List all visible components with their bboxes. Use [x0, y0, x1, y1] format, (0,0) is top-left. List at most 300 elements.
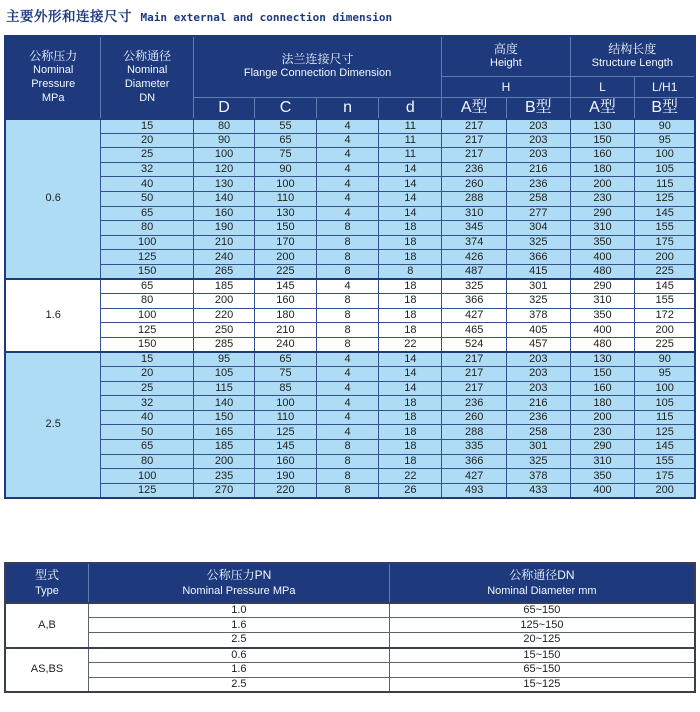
- type-table-cell: 20~125: [389, 633, 695, 648]
- dim-table-cell: 4: [316, 410, 379, 425]
- dim-table-cell: 427: [442, 308, 507, 323]
- type-table-cell: 15~125: [389, 677, 695, 692]
- dim-table-row: [5, 337, 695, 352]
- dim-table-cell: 366: [507, 250, 570, 265]
- dim-table-cell: 150: [101, 337, 193, 352]
- header-type-zh: 型式: [34, 567, 59, 582]
- dim-table-cell: 415: [507, 264, 570, 279]
- dim-table-cell: 4: [316, 133, 379, 148]
- dim-table-cell: 405: [507, 323, 570, 338]
- dim-table-cell: 130: [570, 352, 635, 367]
- header-height: [442, 36, 570, 76]
- header-nominal-diameter-en1: Nominal: [126, 64, 168, 77]
- dim-table-cell: 216: [507, 396, 570, 411]
- dim-table-cell: 25: [101, 381, 193, 396]
- dim-table-cell: 8: [316, 469, 379, 484]
- dim-table-cell: 203: [507, 352, 570, 367]
- dim-table-cell: 100: [635, 381, 695, 396]
- dim-table-cell: 304: [507, 221, 570, 236]
- dim-table-cell: 258: [507, 191, 570, 206]
- dim-table-cell: 524: [442, 337, 507, 352]
- dim-table-cell: 190: [255, 469, 316, 484]
- dim-table-cell: 155: [635, 294, 695, 309]
- dim-table-cell: 185: [193, 440, 254, 455]
- dim-table-cell: 4: [316, 119, 379, 134]
- dim-table-cell: 325: [507, 294, 570, 309]
- type-table-cell: 1.6: [88, 618, 389, 633]
- dim-table-cell: 160: [570, 148, 635, 163]
- header-nominal-diameter-en2: Diameter: [124, 77, 170, 90]
- dim-table-cell: 310: [570, 294, 635, 309]
- valve-type-value: A,B: [5, 603, 88, 648]
- type-table-cell: 125~150: [389, 618, 695, 633]
- dim-table-cell: 125: [635, 425, 695, 440]
- dim-table-row: [5, 206, 695, 221]
- dim-table-cell: 258: [507, 425, 570, 440]
- dim-table-cell: 95: [635, 133, 695, 148]
- header-nominal-diameter-unit: DN: [139, 91, 156, 104]
- dim-table-cell: 145: [635, 206, 695, 221]
- dim-table-cell: 18: [379, 294, 442, 309]
- dim-table-cell: 325: [507, 235, 570, 250]
- dim-table-cell: 22: [379, 337, 442, 352]
- dim-table-cell: 4: [316, 206, 379, 221]
- type-table: [4, 562, 696, 693]
- dim-table-cell: 200: [570, 177, 635, 192]
- dim-table-cell: 240: [193, 250, 254, 265]
- header-length-type-b: B型: [635, 97, 695, 119]
- dim-table-cell: 125: [101, 323, 193, 338]
- dim-table-cell: 105: [635, 396, 695, 411]
- header-dn: [389, 563, 695, 603]
- dim-table-cell: 217: [442, 133, 507, 148]
- page-title: [6, 5, 696, 26]
- dim-table-cell: 8: [316, 440, 379, 455]
- dim-table-cell: 433: [507, 483, 570, 498]
- dim-table-cell: 50: [101, 191, 193, 206]
- dim-table-cell: 236: [507, 177, 570, 192]
- header-nominal-pressure-en1: Nominal: [33, 64, 74, 77]
- dim-table-cell: 217: [442, 352, 507, 367]
- type-table-cell: 0.6: [88, 648, 389, 663]
- dim-table-cell: 115: [193, 381, 254, 396]
- dim-table-cell: 426: [442, 250, 507, 265]
- dim-table-cell: 290: [570, 206, 635, 221]
- dim-table-row: [5, 367, 695, 382]
- dim-table-cell: 230: [570, 425, 635, 440]
- dim-table-cell: 235: [193, 469, 254, 484]
- dim-table-cell: 105: [635, 162, 695, 177]
- dim-table-cell: 236: [507, 410, 570, 425]
- header-col-n: n: [316, 97, 379, 119]
- dim-table-cell: 130: [193, 177, 254, 192]
- dim-table-cell: 277: [507, 206, 570, 221]
- dim-table-cell: 125: [101, 250, 193, 265]
- dim-table-cell: 200: [635, 483, 695, 498]
- header-type-en: Type: [35, 584, 59, 597]
- dim-table-row: [5, 454, 695, 469]
- dim-table-cell: 150: [570, 367, 635, 382]
- dim-table-cell: 90: [635, 352, 695, 367]
- dim-table-cell: 200: [255, 250, 316, 265]
- dim-table-cell: 11: [379, 133, 442, 148]
- dim-table-cell: 465: [442, 323, 507, 338]
- dim-table-cell: 150: [255, 221, 316, 236]
- dim-table-cell: 200: [193, 454, 254, 469]
- type-table-cell: 65~150: [389, 663, 695, 678]
- dim-table-cell: 80: [193, 119, 254, 134]
- header-pn-en: Nominal Pressure MPa: [182, 584, 296, 597]
- dim-table-cell: 350: [570, 235, 635, 250]
- dim-table-cell: 100: [101, 308, 193, 323]
- dim-table-cell: 180: [570, 162, 635, 177]
- dim-table-cell: 140: [193, 396, 254, 411]
- dim-table-cell: 18: [379, 308, 442, 323]
- dim-table-cell: 236: [442, 396, 507, 411]
- dim-table-cell: 11: [379, 148, 442, 163]
- dim-table-cell: 75: [255, 148, 316, 163]
- type-table-cell: 65~150: [389, 603, 695, 618]
- dim-table-cell: 8: [316, 323, 379, 338]
- header-L: [570, 76, 635, 97]
- pressure-group-value: 2.5: [5, 352, 101, 498]
- dim-table-cell: 15: [101, 119, 193, 134]
- type-table-row: [5, 633, 695, 648]
- dim-table-cell: 14: [379, 191, 442, 206]
- dim-table-cell: 217: [442, 119, 507, 134]
- dim-table-row: [5, 396, 695, 411]
- header-col-C: C: [255, 97, 316, 119]
- header-dn-zh: 公称通径DN: [509, 567, 575, 582]
- dim-table-cell: 220: [193, 308, 254, 323]
- header-pn: [88, 563, 389, 603]
- dim-table-cell: 26: [379, 483, 442, 498]
- header-nominal-pressure: [5, 36, 101, 119]
- dim-table-cell: 366: [442, 454, 507, 469]
- dim-table-cell: 18: [379, 410, 442, 425]
- header-height-type-a: A型: [442, 97, 507, 119]
- dim-table-cell: 100: [255, 177, 316, 192]
- dim-table-cell: 32: [101, 396, 193, 411]
- dim-table-row: [5, 469, 695, 484]
- dim-table-cell: 210: [255, 323, 316, 338]
- dim-table-cell: 100: [193, 148, 254, 163]
- dim-table-cell: 105: [193, 367, 254, 382]
- dim-table-cell: 217: [442, 381, 507, 396]
- dim-table-row: [5, 483, 695, 498]
- dim-table-cell: 90: [255, 162, 316, 177]
- dim-table-cell: 80: [101, 454, 193, 469]
- type-table-cell: 1.0: [88, 603, 389, 618]
- dim-table-cell: 335: [442, 440, 507, 455]
- dim-table-cell: 4: [316, 367, 379, 382]
- dim-table-cell: 155: [635, 221, 695, 236]
- dim-table-cell: 90: [635, 119, 695, 134]
- dim-table-cell: 100: [101, 469, 193, 484]
- header-col-D: D: [193, 97, 254, 119]
- dim-table-cell: 14: [379, 177, 442, 192]
- dim-table-cell: 120: [193, 162, 254, 177]
- dim-table-cell: 165: [193, 425, 254, 440]
- dim-table-cell: 18: [379, 221, 442, 236]
- dim-table-cell: 175: [635, 235, 695, 250]
- dim-table-cell: 125: [101, 483, 193, 498]
- dim-table-cell: 40: [101, 177, 193, 192]
- dim-table-cell: 172: [635, 308, 695, 323]
- dim-table-cell: 18: [379, 440, 442, 455]
- type-table-cell: 1.6: [88, 663, 389, 678]
- dim-table-cell: 270: [193, 483, 254, 498]
- dim-table-cell: 260: [442, 177, 507, 192]
- dim-table-cell: 80: [101, 221, 193, 236]
- type-table-cell: 2.5: [88, 633, 389, 648]
- dim-table-row: [5, 221, 695, 236]
- dim-table-cell: 240: [255, 337, 316, 352]
- dim-table-cell: 65: [255, 133, 316, 148]
- dim-table-cell: 85: [255, 381, 316, 396]
- dim-table-cell: 225: [255, 264, 316, 279]
- dim-table-cell: 8: [379, 264, 442, 279]
- dim-table-row: [5, 294, 695, 309]
- dim-table-row: [5, 323, 695, 338]
- header-height-type-b: B型: [507, 97, 570, 119]
- dim-table-cell: 8: [316, 235, 379, 250]
- type-table-cell: 2.5: [88, 677, 389, 692]
- dim-table-cell: 110: [255, 410, 316, 425]
- dim-table-row: [5, 235, 695, 250]
- header-height-zh: 高度: [493, 41, 518, 56]
- dim-table-cell: 18: [379, 279, 442, 294]
- header-nominal-diameter: [101, 36, 193, 119]
- header-H: [442, 76, 570, 97]
- header-nominal-diameter-zh: 公称通径: [123, 49, 172, 64]
- dim-table-cell: 203: [507, 133, 570, 148]
- dim-table-cell: 350: [570, 469, 635, 484]
- header-L-H1-label: L/H1: [652, 79, 678, 94]
- dim-table-cell: 230: [570, 191, 635, 206]
- dim-table-cell: 203: [507, 148, 570, 163]
- dim-table-cell: 95: [635, 367, 695, 382]
- dim-table-row: [5, 410, 695, 425]
- dim-table-cell: 378: [507, 308, 570, 323]
- dim-table-cell: 310: [442, 206, 507, 221]
- header-length-type-a: A型: [570, 97, 635, 119]
- dim-table-cell: 350: [570, 308, 635, 323]
- dim-table-cell: 145: [635, 279, 695, 294]
- dim-table-cell: 50: [101, 425, 193, 440]
- dim-table-cell: 115: [635, 410, 695, 425]
- dim-table-cell: 366: [442, 294, 507, 309]
- dim-table-cell: 130: [570, 119, 635, 134]
- dim-table-cell: 90: [193, 133, 254, 148]
- dim-table-cell: 225: [635, 264, 695, 279]
- dim-table-cell: 8: [316, 294, 379, 309]
- dim-table-cell: 8: [316, 264, 379, 279]
- dim-table-cell: 18: [379, 235, 442, 250]
- dim-table-row: [5, 352, 695, 367]
- dim-table-cell: 310: [570, 221, 635, 236]
- dim-table-cell: 288: [442, 425, 507, 440]
- dim-table-cell: 480: [570, 337, 635, 352]
- dim-table-cell: 185: [193, 279, 254, 294]
- header-pn-zh: 公称压力PN: [206, 567, 272, 582]
- dim-table-cell: 325: [442, 279, 507, 294]
- dim-table-cell: 115: [635, 177, 695, 192]
- dim-table-cell: 4: [316, 381, 379, 396]
- dim-table-cell: 400: [570, 483, 635, 498]
- dim-table-cell: 480: [570, 264, 635, 279]
- dim-table-row: [5, 177, 695, 192]
- dim-table-cell: 345: [442, 221, 507, 236]
- dim-table-cell: 400: [570, 323, 635, 338]
- dim-table-cell: 217: [442, 148, 507, 163]
- header-length-en: Structure Length: [591, 56, 673, 69]
- dim-table-cell: 8: [316, 250, 379, 265]
- header-L-H1: [635, 76, 695, 97]
- dim-table-cell: 288: [442, 191, 507, 206]
- dim-table-cell: 290: [570, 440, 635, 455]
- dim-table-cell: 160: [570, 381, 635, 396]
- dim-table-cell: 65: [255, 352, 316, 367]
- dim-table-cell: 140: [193, 191, 254, 206]
- dim-table-cell: 15: [101, 352, 193, 367]
- dim-table-cell: 18: [379, 250, 442, 265]
- header-L-label: L: [599, 79, 606, 94]
- type-table-row: [5, 677, 695, 692]
- header-structure-length: [570, 36, 695, 76]
- dim-table-cell: 8: [316, 221, 379, 236]
- dim-table-cell: 220: [255, 483, 316, 498]
- dim-table-cell: 200: [193, 294, 254, 309]
- dim-table-row: [5, 308, 695, 323]
- dim-table-cell: 180: [570, 396, 635, 411]
- dim-table-cell: 32: [101, 162, 193, 177]
- header-nominal-pressure-unit: MPa: [41, 91, 65, 104]
- dim-table-cell: 290: [570, 279, 635, 294]
- dim-table-cell: 400: [570, 250, 635, 265]
- dim-table-cell: 4: [316, 148, 379, 163]
- dim-table-cell: 14: [379, 162, 442, 177]
- dim-table-cell: 25: [101, 148, 193, 163]
- dim-table-cell: 225: [635, 337, 695, 352]
- type-table-row: [5, 648, 695, 663]
- dim-table-cell: 203: [507, 381, 570, 396]
- dim-table-cell: 55: [255, 119, 316, 134]
- header-nominal-pressure-en2: Pressure: [31, 77, 76, 90]
- dim-table-row: [5, 250, 695, 265]
- dim-table-cell: 4: [316, 162, 379, 177]
- dim-table-cell: 80: [101, 294, 193, 309]
- type-table-row: [5, 603, 695, 618]
- dim-table-cell: 374: [442, 235, 507, 250]
- dim-table-cell: 236: [442, 162, 507, 177]
- dim-table-cell: 100: [101, 235, 193, 250]
- dim-table-cell: 217: [442, 367, 507, 382]
- dim-table-cell: 150: [570, 133, 635, 148]
- pressure-group-value: 0.6: [5, 119, 101, 280]
- dim-table-cell: 8: [316, 337, 379, 352]
- dim-table-cell: 65: [101, 206, 193, 221]
- dim-table-cell: 65: [101, 279, 193, 294]
- dim-table-row: [5, 133, 695, 148]
- dim-table-cell: 250: [193, 323, 254, 338]
- dim-table-cell: 310: [570, 454, 635, 469]
- dim-table-cell: 125: [635, 191, 695, 206]
- dim-table-cell: 175: [635, 469, 695, 484]
- dim-table-row: [5, 119, 695, 134]
- dim-table-cell: 150: [101, 264, 193, 279]
- header-height-en: Height: [490, 56, 522, 69]
- type-table-cell: 15~150: [389, 648, 695, 663]
- dim-table-cell: 20: [101, 367, 193, 382]
- dim-table-cell: 155: [635, 454, 695, 469]
- dim-table-cell: 378: [507, 469, 570, 484]
- header-length-zh: 结构长度: [608, 41, 657, 56]
- dim-table-cell: 301: [507, 440, 570, 455]
- dim-table-cell: 203: [507, 119, 570, 134]
- header-flange-en: Flange Connection Dimension: [243, 67, 392, 80]
- dim-table-cell: 145: [635, 440, 695, 455]
- valve-type-value: AS,BS: [5, 648, 88, 693]
- type-table-row: [5, 663, 695, 678]
- dim-table-cell: 457: [507, 337, 570, 352]
- dim-table-cell: 100: [255, 396, 316, 411]
- dim-table-cell: 190: [193, 221, 254, 236]
- dim-table-cell: 18: [379, 454, 442, 469]
- dim-table-cell: 8: [316, 308, 379, 323]
- dim-table-cell: 145: [255, 440, 316, 455]
- dim-table-cell: 8: [316, 454, 379, 469]
- dim-table-cell: 65: [101, 440, 193, 455]
- dim-table-cell: 203: [507, 367, 570, 382]
- dim-table-cell: 427: [442, 469, 507, 484]
- dim-table-row: [5, 279, 695, 294]
- dim-table-cell: 200: [570, 410, 635, 425]
- pressure-group-value: 1.6: [5, 279, 101, 352]
- dim-table-cell: 4: [316, 177, 379, 192]
- dim-table-cell: 180: [255, 308, 316, 323]
- dim-table-cell: 4: [316, 352, 379, 367]
- dim-table-cell: 100: [635, 148, 695, 163]
- dim-table-row: [5, 425, 695, 440]
- page-title-zh: 主要外形和连接尺寸: [6, 9, 132, 24]
- dim-table-cell: 8: [316, 483, 379, 498]
- dim-table-cell: 18: [379, 323, 442, 338]
- dim-table-cell: 210: [193, 235, 254, 250]
- dim-table-cell: 145: [255, 279, 316, 294]
- dim-table-row: [5, 381, 695, 396]
- dim-table-row: [5, 191, 695, 206]
- dim-table-cell: 170: [255, 235, 316, 250]
- dim-table-cell: 487: [442, 264, 507, 279]
- dim-table-cell: 125: [255, 425, 316, 440]
- dim-table-cell: 14: [379, 206, 442, 221]
- dim-table-cell: 160: [255, 454, 316, 469]
- dim-table-row: [5, 148, 695, 163]
- dim-table-cell: 260: [442, 410, 507, 425]
- header-H-label: H: [501, 79, 511, 94]
- dim-table-cell: 4: [316, 191, 379, 206]
- header-type: [5, 563, 88, 603]
- dim-table-cell: 18: [379, 396, 442, 411]
- dim-table-cell: 95: [193, 352, 254, 367]
- dim-table-cell: 150: [193, 410, 254, 425]
- dim-table-cell: 22: [379, 469, 442, 484]
- dim-table-cell: 265: [193, 264, 254, 279]
- header-col-d: d: [379, 97, 442, 119]
- dim-table-row: [5, 264, 695, 279]
- dim-table-cell: 130: [255, 206, 316, 221]
